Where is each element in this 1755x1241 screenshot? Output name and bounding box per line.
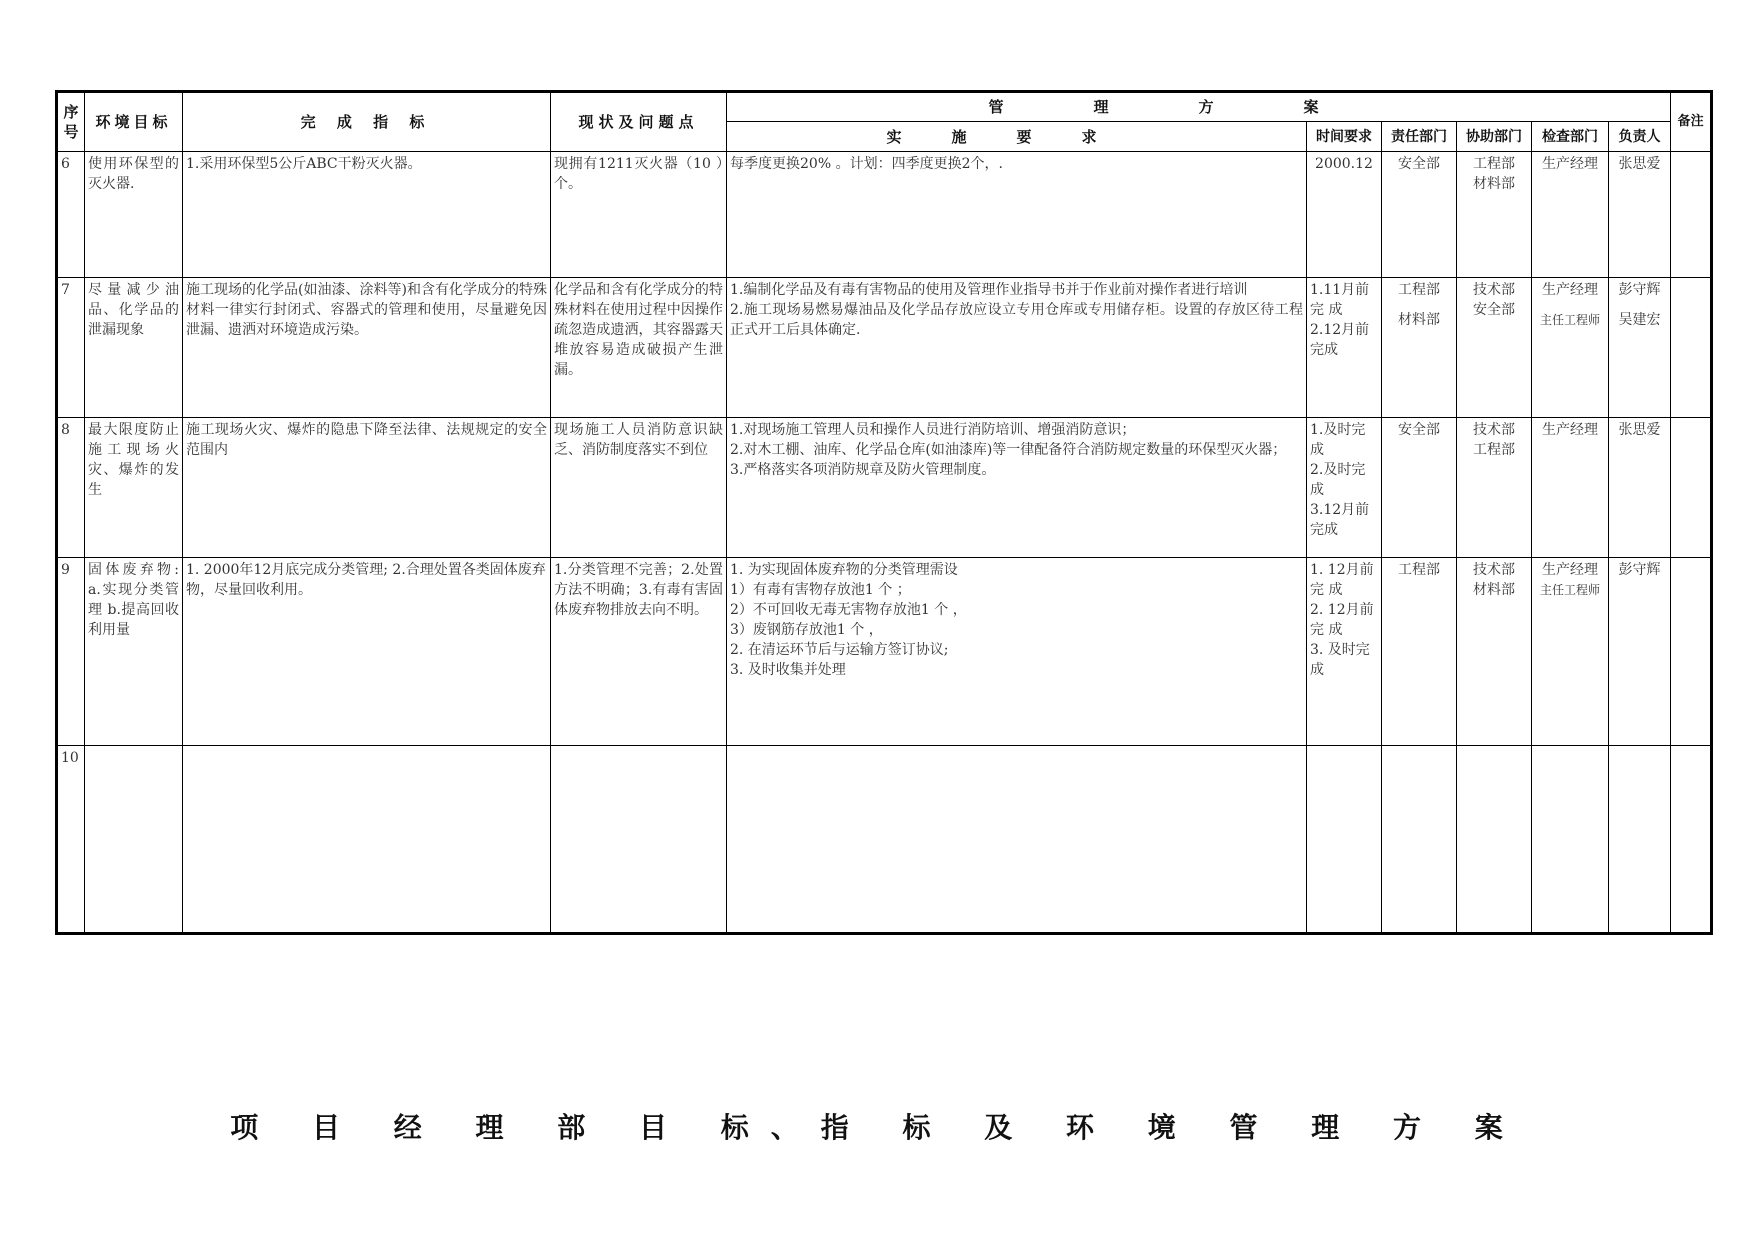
assist-dept-cell xyxy=(1457,558,1532,746)
table-row xyxy=(57,278,1712,418)
person-line: 吴建宏 xyxy=(1618,312,1661,328)
impl-cell xyxy=(727,746,1307,934)
header-impl: 实施要求 xyxy=(727,122,1307,152)
check-dept-line: 生产经理 xyxy=(1542,156,1598,172)
env-goal-cell xyxy=(85,746,183,934)
assist-dept-cell xyxy=(1457,152,1532,278)
status-cell: 现拥有1211灭火器（10 ）个。 xyxy=(551,152,727,278)
person-line: 彭守辉 xyxy=(1618,282,1661,298)
header-plan: 管理方案 xyxy=(727,92,1671,122)
row-number: 6 xyxy=(57,152,85,278)
header-person: 负责人 xyxy=(1609,122,1671,152)
env-goal-cell: 最大限度防止施工现场火灾、爆炸的发生 xyxy=(85,418,183,558)
impl-cell xyxy=(727,418,1307,558)
resp-dept-line: 工程部 xyxy=(1398,562,1440,578)
resp-dept-line: 安全部 xyxy=(1398,156,1440,172)
resp-dept-line: 工程部 xyxy=(1398,282,1440,298)
management-plan-table xyxy=(55,90,1713,935)
time-line: 2.12月前完成 xyxy=(1310,322,1370,358)
time-cell xyxy=(1307,558,1382,746)
impl-cell xyxy=(727,278,1307,418)
header-seq: 序号 xyxy=(57,92,85,152)
assist-dept-cell xyxy=(1457,418,1532,558)
header-indicator: 完 成 指 标 xyxy=(183,92,551,152)
header-check-dept: 检查部门 xyxy=(1532,122,1609,152)
check-dept-line: 主任工程师 xyxy=(1539,583,1600,597)
spacer xyxy=(1385,300,1453,310)
impl-line: 3.严格落实各项消防规章及防火管理制度。 xyxy=(730,462,996,478)
assist-dept-line: 材料部 xyxy=(1473,176,1515,192)
time-line: 3. 及时完成 xyxy=(1310,642,1370,678)
assist-dept-line: 材料部 xyxy=(1473,582,1515,598)
time-line: 2.及时完成 xyxy=(1310,462,1366,498)
header-row-1 xyxy=(57,92,1712,122)
spacer xyxy=(1535,300,1605,310)
row-number: 9 xyxy=(57,558,85,746)
row-number: 8 xyxy=(57,418,85,558)
check-dept-cell xyxy=(1532,152,1609,278)
indicator-cell: 施工现场火灾、爆炸的隐患下降至法律、法规规定的安全范围内 xyxy=(183,418,551,558)
row-number: 10 xyxy=(57,746,85,934)
impl-cell xyxy=(727,558,1307,746)
time-line: 1.及时完成 xyxy=(1310,422,1366,458)
table-row xyxy=(57,746,1712,934)
row-number: 7 xyxy=(57,278,85,418)
impl-line: 2.施工现场易燃易爆油品及化学品存放应设立专用仓库或专用储存柜。设置的存放区待工程正式开工后具体确定. xyxy=(730,302,1303,338)
person-cell xyxy=(1609,558,1671,746)
time-line: 3.12月前完成 xyxy=(1310,502,1370,538)
time-cell xyxy=(1307,152,1382,278)
impl-cell xyxy=(727,152,1307,278)
header-resp-dept: 责任部门 xyxy=(1382,122,1457,152)
resp-dept-line: 材料部 xyxy=(1398,312,1440,328)
env-goal-cell: 使用环保型的灭火器. xyxy=(85,152,183,278)
time-cell xyxy=(1307,278,1382,418)
indicator-cell: 施工现场的化学品(如油漆、涂料等)和含有化学成分的特殊材料一律实行封闭式、容器式的管理和使用，尽量避免因泄漏、遗洒对环境造成污染。 xyxy=(183,278,551,418)
assist-dept-line: 技术部 xyxy=(1473,562,1515,578)
impl-line: 1.编制化学品及有毒有害物品的使用及管理作业指导书并于作业前对操作者进行培训 xyxy=(730,282,1248,298)
check-dept-cell xyxy=(1532,418,1609,558)
impl-line: 2.对木工棚、油库、化学品仓库(如油漆库)等一律配备符合消防规定数量的环保型灭火器； xyxy=(730,442,1287,458)
assist-dept-cell xyxy=(1457,746,1532,934)
check-dept-cell xyxy=(1532,278,1609,418)
table-row xyxy=(57,558,1712,746)
time-line: 2. 12月前完 成 xyxy=(1310,602,1374,638)
check-dept-line: 生产经理 xyxy=(1542,282,1598,298)
indicator-cell: 1. 2000年12月底完成分类管理; 2.合理处置各类固体废弃物，尽量回收利用。 xyxy=(183,558,551,746)
assist-dept-cell xyxy=(1457,278,1532,418)
check-dept-line: 主任工程师 xyxy=(1539,313,1600,327)
remark-cell xyxy=(1671,418,1712,558)
assist-dept-line: 工程部 xyxy=(1473,442,1515,458)
resp-dept-cell xyxy=(1382,558,1457,746)
resp-dept-line: 安全部 xyxy=(1398,422,1440,438)
resp-dept-cell xyxy=(1382,152,1457,278)
impl-line: 3. 及时收集并处理 xyxy=(730,662,846,678)
time-line: 2000.12 xyxy=(1315,156,1373,172)
header-status: 现状及问题点 xyxy=(551,92,727,152)
plan-sheet xyxy=(55,90,1710,935)
remark-cell xyxy=(1671,278,1712,418)
resp-dept-cell xyxy=(1382,418,1457,558)
document-title: 项 目 经 理 部 目 标、指 标 及 环 境 管 理 方 案 xyxy=(230,1111,1525,1144)
header-remark: 备注 xyxy=(1671,92,1712,152)
env-goal-cell: 尽量减少油品、化学品的泄漏现象 xyxy=(85,278,183,418)
resp-dept-cell xyxy=(1382,746,1457,934)
time-line: 1.11月前完 成 xyxy=(1310,282,1370,318)
check-dept-line: 生产经理 xyxy=(1542,562,1598,578)
remark-cell xyxy=(1671,152,1712,278)
impl-line: 1.对现场施工管理人员和操作人员进行消防培训、增强消防意识； xyxy=(730,422,1136,438)
resp-dept-cell xyxy=(1382,278,1457,418)
table-row xyxy=(57,152,1712,278)
header-assist-dept: 协助部门 xyxy=(1457,122,1532,152)
impl-line: 1）有毒有害物存放池1 个 ； xyxy=(730,582,911,598)
person-cell xyxy=(1609,278,1671,418)
impl-line: 3）废钢筋存放池1 个 ， xyxy=(730,622,883,638)
assist-dept-line: 技术部 xyxy=(1473,422,1515,438)
person-cell xyxy=(1609,746,1671,934)
impl-line: 2）不可回收无毒无害物存放池1 个 ， xyxy=(730,602,967,618)
remark-cell xyxy=(1671,746,1712,934)
spacer xyxy=(1612,300,1667,310)
time-cell xyxy=(1307,746,1382,934)
remark-cell xyxy=(1671,558,1712,746)
table-row xyxy=(57,418,1712,558)
indicator-cell xyxy=(183,746,551,934)
check-dept-cell xyxy=(1532,558,1609,746)
header-time: 时间要求 xyxy=(1307,122,1382,152)
status-cell: 1.分类管理不完善；2.处置方法不明确；3.有毒有害固体废弃物排放去向不明。 xyxy=(551,558,727,746)
status-cell xyxy=(551,746,727,934)
assist-dept-line: 工程部 xyxy=(1473,156,1515,172)
header-env-goal: 环境目标 xyxy=(85,92,183,152)
impl-line: 2. 在清运环节后与运输方签订协议; xyxy=(730,642,949,658)
assist-dept-line: 技术部 xyxy=(1473,282,1515,298)
time-line: 1. 12月前完 成 xyxy=(1310,562,1374,598)
time-cell xyxy=(1307,418,1382,558)
env-goal-cell: 固体废弃物: a.实现分类管理 b.提高回收利用量 xyxy=(85,558,183,746)
status-cell: 化学品和含有化学成分的特殊材料在使用过程中因操作疏忽造成遗洒，其容器露天堆放容易造成破损产生泄漏。 xyxy=(551,278,727,418)
person-line: 张思爱 xyxy=(1618,422,1661,438)
status-cell: 现场施工人员消防意识缺乏、消防制度落实不到位 xyxy=(551,418,727,558)
person-cell xyxy=(1609,152,1671,278)
person-line: 张思爱 xyxy=(1618,156,1661,172)
person-cell xyxy=(1609,418,1671,558)
impl-line: 1. 为实现固体废弃物的分类管理需设 xyxy=(730,562,958,578)
check-dept-cell xyxy=(1532,746,1609,934)
impl-line: 每季度更换20% 。计划：四季度更换2个，. xyxy=(730,156,1003,172)
check-dept-line: 生产经理 xyxy=(1542,422,1598,438)
indicator-cell: 1.采用环保型5公斤ABC干粉灭火器。 xyxy=(183,152,551,278)
person-line: 彭守辉 xyxy=(1618,562,1661,578)
assist-dept-line: 安全部 xyxy=(1473,302,1515,318)
